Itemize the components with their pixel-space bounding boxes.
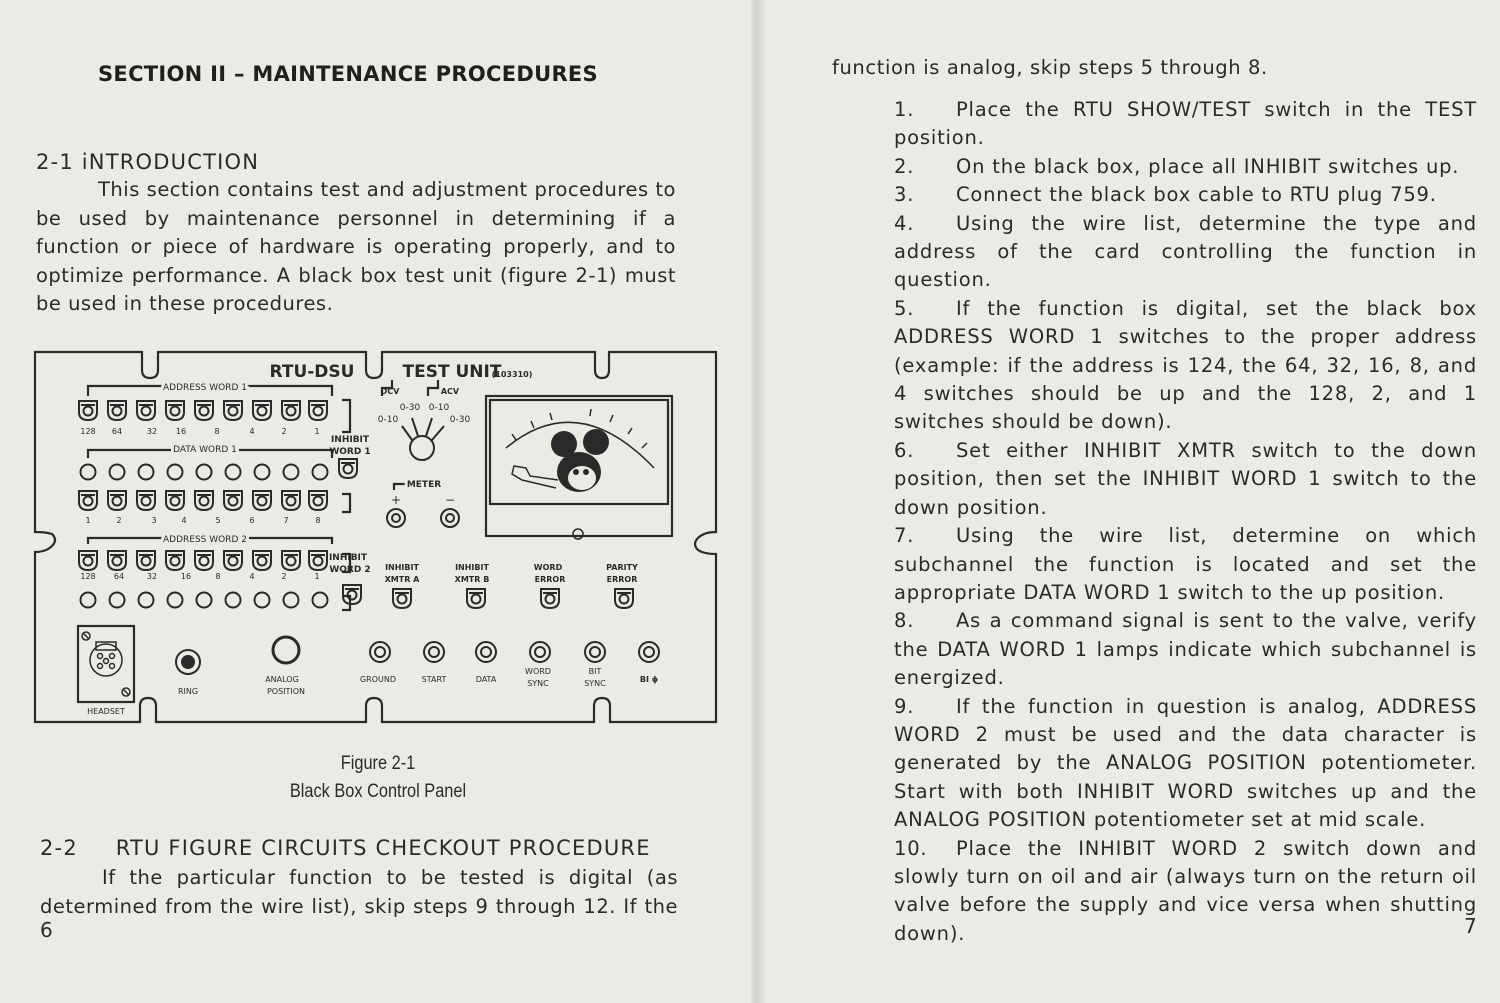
- inhibit-word-2-label-b: WORD 2: [329, 565, 371, 575]
- data-index-label: 7: [283, 516, 289, 525]
- bit-value-label: 32: [146, 427, 158, 436]
- address-word-2-switch: [108, 551, 126, 570]
- procedure-step: [894, 835, 1477, 949]
- parity-error-switch: [615, 589, 633, 608]
- address-word-1-switch: [282, 401, 300, 420]
- ring-knob: [176, 650, 200, 674]
- inhibit-word-1-switch: [339, 459, 357, 478]
- procedure-step: [894, 210, 1477, 295]
- procedure-step: [894, 96, 1477, 153]
- control-panel-figure: [30, 348, 722, 730]
- analog-position-label-a: ANALOG: [265, 675, 299, 684]
- bi-phase-label: BI ϕ: [639, 675, 659, 684]
- data-word-lamp: [168, 465, 183, 480]
- continuation-text: function is analog, skip steps 5 through 8.: [832, 56, 1268, 79]
- word-error-label-b: ERROR: [534, 575, 566, 584]
- step-text: Place the INHIBIT WORD 2 switch down and slowly turn on oil and air (always turn on the return oil valve before the supply and vice versa when shutting down).: [894, 836, 1477, 945]
- ground-label: GROUND: [359, 675, 397, 684]
- mickey-mouse-icon: [512, 429, 609, 492]
- data-index-label: 3: [151, 516, 157, 525]
- data-index-label: 2: [116, 516, 122, 525]
- data-word-lamp: [81, 465, 96, 480]
- address-word-1-switch: [195, 401, 213, 420]
- switch-rows: [79, 401, 361, 608]
- address-word-2-switch: [79, 551, 97, 570]
- step-number: 7.: [894, 524, 915, 548]
- figure-caption: [0, 750, 756, 806]
- bit-value-label: 128: [80, 572, 96, 581]
- analog-position-label-b: POSITION: [266, 687, 306, 696]
- step-text: As a command signal is sent to the valve, verify the DATA WORD 1 lamps indicate which subchannel is energized.: [894, 609, 1477, 690]
- step-number: 4.: [894, 211, 915, 235]
- step-text: Using the wire list, determine on which subchannel the function is located and set the appropriate DATA WORD 1 switch to the up position.: [894, 524, 1477, 604]
- meter-minus: −: [444, 493, 456, 507]
- inhibit-word-2-label-a: INHIBIT: [328, 553, 368, 563]
- word-sync-jack: [530, 642, 550, 662]
- panel-title-right: TEST UNIT: [402, 362, 502, 382]
- test-jacks: [370, 642, 659, 662]
- address-word-1-switch: [108, 401, 126, 420]
- data-word-lamp: [110, 465, 125, 480]
- bit-value-label: 64: [111, 427, 123, 436]
- step-text: Set either INHIBIT XMTR switch to the down position, then set the INHIBIT WORD 1 switch to the down position.: [894, 438, 1477, 519]
- headset-jack-icon: [82, 632, 130, 696]
- range-dc-0-10: 0-10: [377, 415, 399, 425]
- data-word-lamp: [313, 465, 328, 480]
- address-word-2-lamp: [168, 593, 183, 608]
- step-text: Place the RTU SHOW/TEST switch in the TEST position.: [894, 98, 1477, 150]
- headset-label: HEADSET: [87, 707, 125, 716]
- data-word-1-switch: [282, 491, 300, 510]
- address-word-2-lamp: [255, 593, 270, 608]
- address-word-2-lamp: [110, 593, 125, 608]
- word-sync-label-b: SYNC: [527, 679, 549, 688]
- section-heading: SECTION II – MAINTENANCE PROCEDURES: [98, 62, 598, 86]
- address-word-2-label: ADDRESS WORD 2: [163, 535, 247, 545]
- data-word-1-label: DATA WORD 1: [173, 445, 237, 455]
- inhibit-word-2-switch: [343, 585, 361, 604]
- data-word-lamp: [139, 465, 154, 480]
- checkout-paragraph: If the particular function to be tested is digital (as determined from the wire list), skip steps 9 through 12. If the: [40, 866, 678, 918]
- bit-value-label: 128: [80, 427, 96, 436]
- step-number: 5.: [894, 296, 915, 320]
- page-number-right: 7: [1464, 914, 1477, 938]
- address-word-2-lamp: [139, 593, 154, 608]
- data-word-lamp: [226, 465, 241, 480]
- procedure-step: [894, 522, 1477, 607]
- procedure-step: [894, 693, 1477, 835]
- inhibit-xmtr-a-switch: [393, 589, 411, 608]
- data-index-label: 5: [215, 516, 221, 525]
- meter-plus: +: [390, 493, 402, 507]
- word-sync-label-a: WORD: [525, 667, 551, 676]
- address-word-1-switch: [224, 401, 242, 420]
- figure-title: Black Box Control Panel: [289, 781, 467, 802]
- address-word-2-switch: [224, 551, 242, 570]
- procedure-step: [894, 607, 1477, 692]
- checkout-heading-title: RTU FIGURE CIRCUITS CHECKOUT PROCEDURE: [115, 836, 651, 860]
- step-number: 3.: [894, 183, 915, 207]
- range-ac-0-30: 0-30: [449, 415, 471, 425]
- bi-phase-jack: [639, 642, 659, 662]
- data-label: DATA: [475, 675, 497, 684]
- word-error-switch: [541, 589, 559, 608]
- bit-value-label: 32: [146, 572, 158, 581]
- step-number: 9.: [894, 694, 915, 718]
- bit-value-label: 16: [175, 427, 187, 436]
- address-word-2-switch: [166, 551, 184, 570]
- data-index-label: 8: [315, 516, 321, 525]
- data-word-1-switch: [224, 491, 242, 510]
- data-index-label: 6: [249, 516, 255, 525]
- address-word-1-switch: [79, 401, 97, 420]
- bit-value-label: 4: [249, 572, 255, 581]
- data-word-1-switch: [108, 491, 126, 510]
- dcv-label: DCV: [380, 387, 400, 396]
- data-word-1-switch: [79, 491, 97, 510]
- bit-sync-label-a: BIT: [588, 667, 602, 676]
- data-word-1-switch: [137, 491, 155, 510]
- procedure-steps: [894, 96, 1477, 948]
- intro-heading: 2-1 iNTRODUCTION: [36, 150, 260, 174]
- inhibit-xmtr-b-label-a: INHIBIT: [455, 563, 489, 572]
- bit-value-label: 8: [215, 572, 221, 581]
- data-word-lamp: [284, 465, 299, 480]
- inhibit-xmtr-b-label-b: XMTR B: [454, 575, 490, 584]
- address-word-2-lamp: [284, 593, 299, 608]
- inhibit-word-1-label-a: INHIBIT: [330, 435, 370, 445]
- range-ac-0-10: 0-10: [428, 403, 450, 413]
- address-word-2-switch: [195, 551, 213, 570]
- bit-value-label: 8: [214, 427, 220, 436]
- panel-title-left: RTU-DSU: [269, 362, 355, 382]
- checkout-heading: [40, 836, 651, 860]
- word-error-label-a: WORD: [533, 563, 563, 572]
- page-number-left: 6: [40, 918, 53, 942]
- checkout-heading-number: 2-2: [40, 836, 78, 860]
- data-word-lamp: [197, 465, 212, 480]
- bit-value-label: 2: [281, 572, 287, 581]
- address-word-1-switch: [166, 401, 184, 420]
- address-word-1-switch: [137, 401, 155, 420]
- meter-selector-knob: [402, 418, 444, 460]
- bit-sync-label-b: SYNC: [584, 679, 606, 688]
- bit-value-label: 2: [281, 427, 287, 436]
- address-word-2-switch: [282, 551, 300, 570]
- address-word-2-switch: [137, 551, 155, 570]
- address-word-1-label: ADDRESS WORD 1: [163, 383, 247, 393]
- data-word-lamp: [255, 465, 270, 480]
- address-word-1-switch: [253, 401, 271, 420]
- range-dc-0-30: 0-30: [399, 403, 421, 413]
- bit-value-label: 64: [113, 572, 125, 581]
- bit-value-label: 16: [180, 572, 192, 581]
- address-word-1-switch: [309, 401, 327, 420]
- address-word-2-lamp: [313, 593, 328, 608]
- panel-part-number: (103310): [491, 370, 533, 379]
- step-number: 8.: [894, 609, 915, 633]
- step-number: 6.: [894, 438, 915, 462]
- inhibit-xmtr-a-label-b: XMTR A: [384, 575, 420, 584]
- step-text: On the black box, place all INHIBIT switches up.: [956, 154, 1460, 178]
- bit-value-label: 1: [314, 572, 320, 581]
- acv-label: ACV: [440, 387, 460, 396]
- book-gutter: [751, 0, 765, 1003]
- step-text: If the function is digital, set the black box ADDRESS WORD 1 switches to the proper address (example: if the address is 124, the 64, 32, 16, 8, and 4 switches should be up and the 128, 2, and 1 switches should be down).: [894, 296, 1477, 434]
- step-number: 10.: [894, 836, 928, 860]
- procedure-step: [894, 437, 1477, 522]
- procedure-step: [894, 153, 1477, 181]
- address-word-2-lamp: [81, 593, 96, 608]
- parity-error-label-a: PARITY: [606, 563, 638, 572]
- address-word-2-switch: [253, 551, 271, 570]
- lower-toggles: [393, 589, 633, 608]
- bit-value-label: 1: [314, 427, 320, 436]
- step-text: Using the wire list, determine the type and address of the card controlling the function in question.: [894, 211, 1477, 292]
- data-word-1-switch: [309, 491, 327, 510]
- inhibit-xmtr-a-label-a: INHIBIT: [385, 563, 419, 572]
- inhibit-xmtr-b-switch: [467, 589, 485, 608]
- bit-sync-jack: [585, 642, 605, 662]
- step-number: 2.: [894, 154, 915, 178]
- data-word-1-switch: [253, 491, 271, 510]
- start-label: START: [421, 675, 447, 684]
- step-text: Connect the black box cable to RTU plug 759.: [956, 183, 1437, 207]
- data-word-1-switch: [195, 491, 213, 510]
- address-word-2-lamp: [197, 593, 212, 608]
- procedure-step: [894, 181, 1477, 209]
- data-index-label: 4: [181, 516, 187, 525]
- intro-paragraph: This section contains test and adjustment procedures to be used by maintenance personnel in determining if a function or piece of hardware is operating properly, and to optimize performance. A black box test unit (figure 2-1) must be used in these procedures.: [36, 178, 676, 316]
- start-jack: [424, 642, 444, 662]
- ring-label: RING: [177, 687, 199, 696]
- ground-jack: [370, 642, 390, 662]
- bit-value-label: 4: [249, 427, 255, 436]
- data-index-label: 1: [85, 516, 91, 525]
- figure-number: Figure 2-1: [340, 753, 416, 774]
- meter-jacks: [387, 509, 459, 527]
- procedure-step: [894, 295, 1477, 437]
- address-word-2-lamp: [226, 593, 241, 608]
- data-word-1-switch: [166, 491, 184, 510]
- data-jack: [476, 642, 496, 662]
- inhibit-word-1-label-b: WORD 1: [329, 447, 371, 457]
- parity-error-label-b: ERROR: [606, 575, 638, 584]
- step-number: 1.: [894, 98, 915, 121]
- address-word-2-switch: [309, 551, 327, 570]
- analog-position-potentiometer: [273, 637, 299, 663]
- meter-label: METER: [406, 480, 442, 490]
- step-text: If the function in question is analog, ADDRESS WORD 2 must be used and the data character is generated by the ANALOG POSITION potentiometer. Start with both INHIBIT WORD switches up and the ANALOG POSITION potentiometer set at mid scale.: [894, 694, 1477, 832]
